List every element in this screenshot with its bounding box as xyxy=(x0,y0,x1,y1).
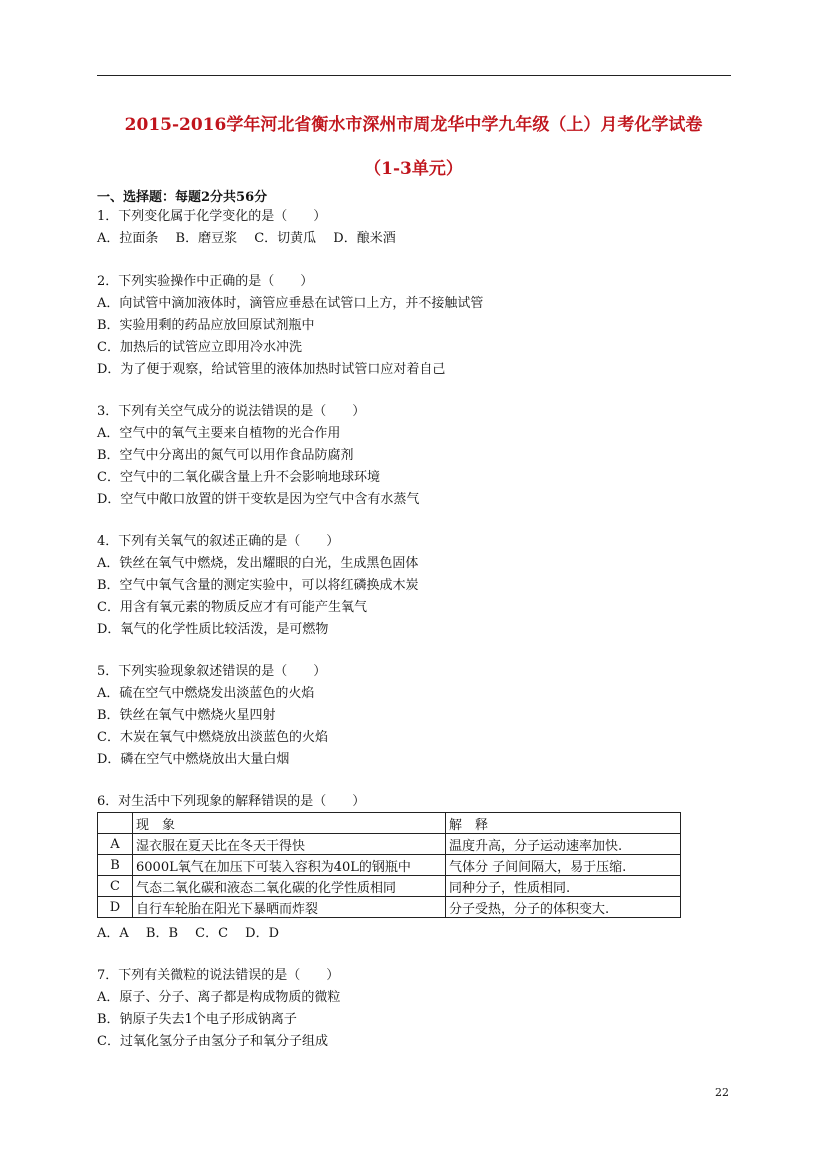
option-b: B．实验用剩的药品应放回原试剂瓶中 xyxy=(97,318,315,333)
table-cell: 气态二氧化碳和液态二氧化碳的化学性质相同 xyxy=(133,876,446,897)
option-a: A．原子、分子、离子都是构成物质的微粒 xyxy=(97,990,341,1005)
question-stem: 2．下列实验操作中正确的是（ ） xyxy=(97,274,314,289)
table-header-cell: 现 象 xyxy=(133,813,446,834)
question-stem: 5．下列实验现象叙述错误的是（ ） xyxy=(97,664,327,679)
table-cell: 气体分 子间间隔大，易于压缩. xyxy=(446,855,681,876)
table-cell: 湿衣服在夏天比在冬天干得快 xyxy=(133,834,446,855)
option-d: D．磷在空气中燃烧放出大量白烟 xyxy=(97,752,290,767)
table-cell: 6000L氧气在加压下可装入容积为40L的钢瓶中 xyxy=(133,855,446,876)
question-6 xyxy=(97,791,365,813)
question-stem: 4．下列有关氧气的叙述正确的是（ ） xyxy=(97,534,340,549)
table-cell: 同种分子，性质相同. xyxy=(446,876,681,897)
option-c: C．空气中的二氧化碳含量上升不会影响地球环境 xyxy=(97,470,380,485)
option-b: B．空气中分离出的氮气可以用作食品防腐剂 xyxy=(97,448,354,463)
option-d: D．为了便于观察，给试管里的液体加热时试管口应对着自己 xyxy=(97,362,446,377)
section-heading: 一、选择题：每题2分共56分 xyxy=(97,190,268,205)
table-row xyxy=(98,855,681,876)
question-4 xyxy=(97,531,419,641)
option-c: C．木炭在氧气中燃烧放出淡蓝色的火焰 xyxy=(97,730,328,745)
option-d: D．空气中敞口放置的饼干变软是因为空气中含有水蒸气 xyxy=(97,492,420,507)
question-stem: 6．对生活中下列现象的解释错误的是（ ） xyxy=(97,794,366,809)
table-cell: 温度升高，分子运动速率加快. xyxy=(446,834,681,855)
option-a: A．铁丝在氧气中燃烧，发出耀眼的白光，生成黑色固体 xyxy=(97,556,419,571)
explanation-table xyxy=(97,812,681,918)
question-stem: 7．下列有关微粒的说法错误的是（ ） xyxy=(97,968,340,983)
question-6-options xyxy=(97,923,279,945)
option-b: B．钠原子失去1个电子形成钠离子 xyxy=(97,1012,297,1027)
answer-options: A．拉面条 B．磨豆浆 C．切黄瓜 D．酿米酒 xyxy=(97,231,396,246)
table-cell: B xyxy=(98,855,133,876)
option-b: B．空气中氧气含量的测定实验中，可以将红磷换成木炭 xyxy=(97,578,419,593)
question-7 xyxy=(97,965,340,1053)
table-header-cell: 解 释 xyxy=(446,813,681,834)
table-cell: 分子受热，分子的体积变大. xyxy=(446,897,681,918)
page-number: 22 xyxy=(715,1086,729,1099)
option-b: B．铁丝在氧气中燃烧火星四射 xyxy=(97,708,276,723)
option-a: A．空气中的氧气主要来自植物的光合作用 xyxy=(97,426,341,441)
question-stem: 3．下列有关空气成分的说法错误的是（ ） xyxy=(97,404,366,419)
question-2 xyxy=(97,271,483,381)
question-stem: 1．下列变化属于化学变化的是（ ） xyxy=(97,209,327,224)
exam-title: 2015-2016学年河北省衡水市深州市周龙华中学九年级（上）月考化学试卷 xyxy=(124,115,703,135)
table-row xyxy=(98,834,681,855)
table-row xyxy=(98,897,681,918)
table-row xyxy=(98,876,681,897)
header-rule xyxy=(97,75,731,76)
table-header-cell xyxy=(98,813,133,834)
option-c: C．过氧化氢分子由氢分子和氧分子组成 xyxy=(97,1034,328,1049)
question-3 xyxy=(97,401,419,511)
table-cell: 自行车轮胎在阳光下暴晒而炸裂 xyxy=(133,897,446,918)
table-header-row xyxy=(98,813,681,834)
table-cell: D xyxy=(98,897,133,918)
table-cell: A xyxy=(98,834,133,855)
question-5 xyxy=(97,661,328,771)
exam-subtitle: （1-3单元） xyxy=(364,159,463,179)
option-a: A．硫在空气中燃烧发出淡蓝色的火焰 xyxy=(97,686,315,701)
table-cell: C xyxy=(98,876,133,897)
question-1 xyxy=(97,206,396,250)
option-c: C．加热后的试管应立即用冷水冲洗 xyxy=(97,340,302,355)
option-c: C．用含有氧元素的物质反应才有可能产生氧气 xyxy=(97,600,367,615)
answer-options: A．A B．B C．C D．D xyxy=(97,926,280,941)
option-a: A．向试管中滴加液体时，滴管应垂悬在试管口上方，并不接触试管 xyxy=(97,296,484,311)
option-d: D．氧气的化学性质比较活泼，是可燃物 xyxy=(97,622,329,637)
